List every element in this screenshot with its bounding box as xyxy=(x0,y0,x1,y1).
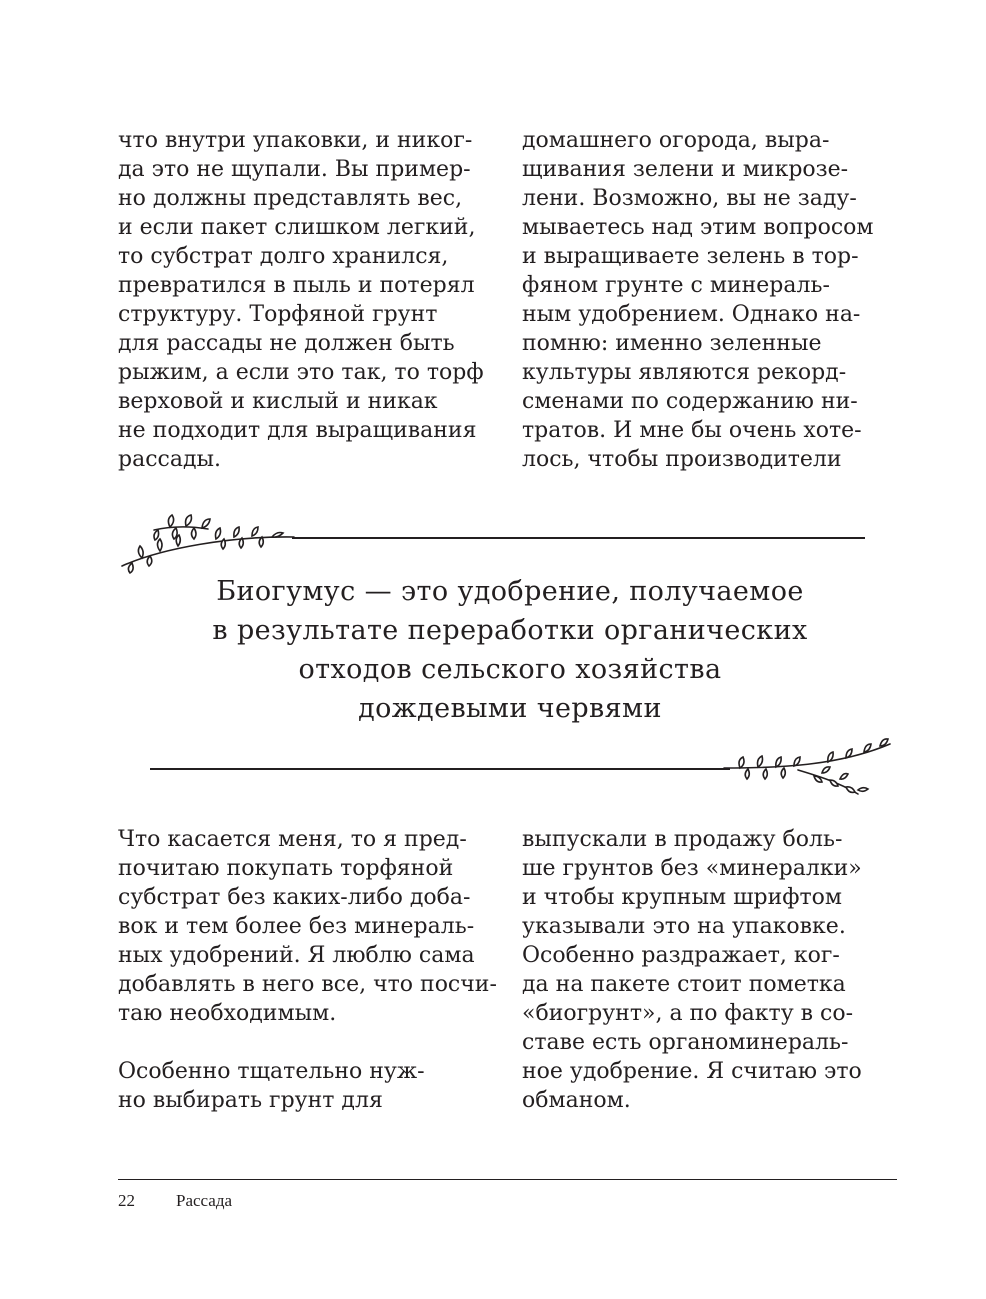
text-line: и чтобы крупным шрифтом xyxy=(522,885,843,910)
text-line: субстрат без каких-либо доба- xyxy=(118,885,471,910)
text-line: рассады. xyxy=(118,447,222,472)
text-line: и если пакет слишком легкий, xyxy=(118,215,476,240)
footer-rule xyxy=(118,1179,897,1180)
divider-rule-bottom xyxy=(150,768,730,770)
text-line: лось, чтобы производители xyxy=(522,447,842,472)
text-line: добавлять в него все, что посчи- xyxy=(118,972,497,997)
text-column-bottom-left xyxy=(118,825,498,1115)
text-column-top-left xyxy=(118,126,498,474)
pull-quote-line: отходов сельского хозяйства xyxy=(298,654,722,685)
text-line: ше грунтов без «минералки» xyxy=(522,856,862,881)
text-line: рыжим, а если это так, то торф xyxy=(118,360,484,385)
text-line: ных удобрений. Я люблю сама xyxy=(118,943,475,968)
text-line: мываетесь над этим вопросом xyxy=(522,215,874,240)
text-line: что внутри упаковки, и никог- xyxy=(118,128,473,153)
text-line: фяном грунте с минераль- xyxy=(522,273,830,298)
text-line: Особенно раздражает, ког- xyxy=(522,943,840,968)
text-line: сменами по содержанию ни- xyxy=(522,389,858,414)
text-line: да это не щупали. Вы пример- xyxy=(118,157,471,182)
text-line: для рассады не должен быть xyxy=(118,331,455,356)
text-line: культуры являются рекорд- xyxy=(522,360,847,385)
text-line: но выбирать грунт для xyxy=(118,1088,383,1113)
text-line: не подходит для выращивания xyxy=(118,418,477,443)
leaf-branch-ornament-icon xyxy=(718,732,903,802)
text-line: но должны представлять вес, xyxy=(118,186,463,211)
divider-rule-top xyxy=(292,537,865,539)
leaf-branch-ornament-icon xyxy=(112,508,302,578)
text-line: ное удобрение. Я считаю это xyxy=(522,1059,862,1084)
pull-quote xyxy=(150,572,870,728)
text-line: и выращиваете зелень в тор- xyxy=(522,244,859,269)
text-line: да на пакете стоит пометка xyxy=(522,972,846,997)
running-section-title: Рассада xyxy=(176,1191,233,1210)
text-column-top-right xyxy=(522,126,902,474)
text-line: указывали это на упаковке. xyxy=(522,914,846,939)
pull-quote-line: в результате переработки органических xyxy=(212,615,808,646)
text-line: превратился в пыль и потерял xyxy=(118,273,475,298)
text-line: Что касается меня, то я пред- xyxy=(118,827,467,852)
pull-quote-line: Биогумус — это удобрение, получаемое xyxy=(216,576,804,607)
text-line: Особенно тщательно нуж- xyxy=(118,1059,425,1084)
text-column-bottom-right xyxy=(522,825,902,1115)
text-line: «биогрунт», а по факту в со- xyxy=(522,1001,854,1026)
text-line: то субстрат долго хранился, xyxy=(118,244,449,269)
text-line: ставе есть органоминераль- xyxy=(522,1030,849,1055)
text-line: обманом. xyxy=(522,1088,631,1113)
text-line: тратов. И мне бы очень хоте- xyxy=(522,418,862,443)
text-line: домашнего огорода, выра- xyxy=(522,128,830,153)
text-line: таю необходимым. xyxy=(118,1001,337,1026)
paragraph-gap xyxy=(118,1028,498,1057)
page-number: 22 xyxy=(118,1191,135,1210)
text-line: структуру. Торфяной грунт xyxy=(118,302,438,327)
text-line: почитаю покупать торфяной xyxy=(118,856,454,881)
text-line: верховой и кислый и никак xyxy=(118,389,438,414)
text-line: помню: именно зеленные xyxy=(522,331,822,356)
pull-quote-line: дождевыми червями xyxy=(358,693,662,724)
text-line: щивания зелени и микрозе- xyxy=(522,157,849,182)
text-line: ным удобрением. Однако на- xyxy=(522,302,861,327)
text-line: выпускали в продажу боль- xyxy=(522,827,843,852)
text-line: лени. Возможно, вы не заду- xyxy=(522,186,857,211)
text-line: вок и тем более без минераль- xyxy=(118,914,475,939)
